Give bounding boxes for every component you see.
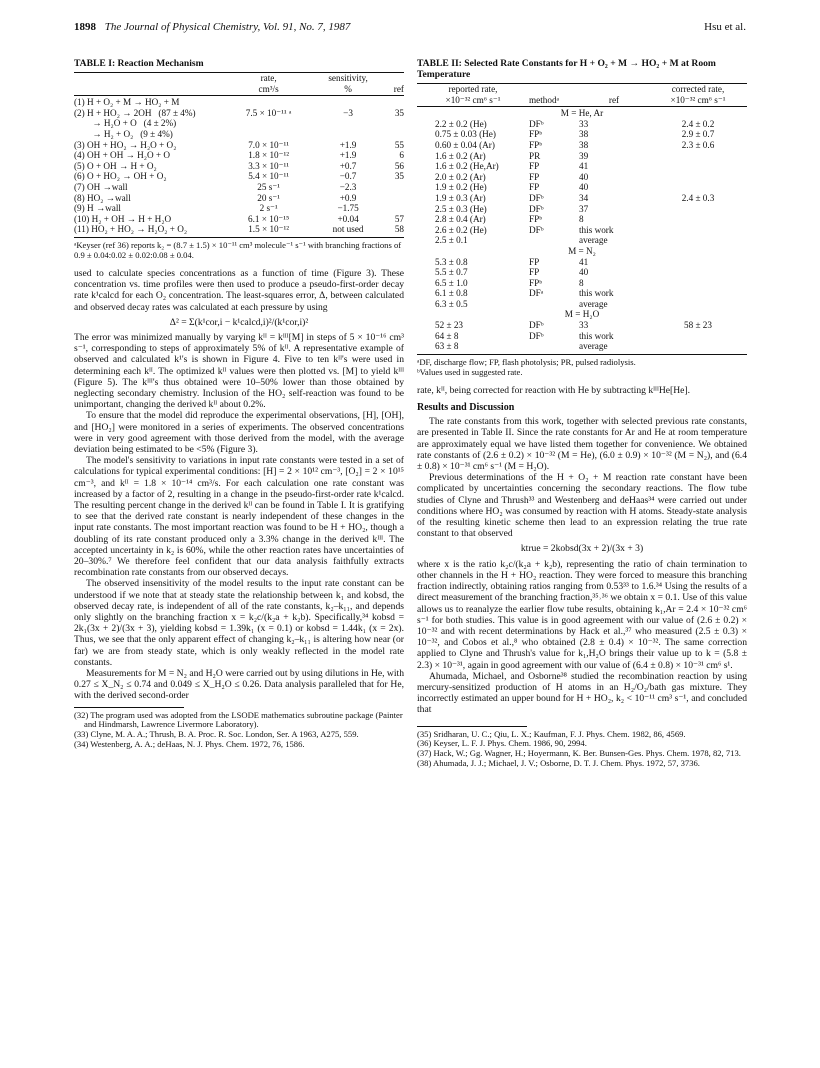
table1-cell-rxn: (4) OH + OH → H₂O + O xyxy=(74,150,170,161)
table2-cell xyxy=(649,225,747,236)
right-para-2: Previous determinations of the H + O₂ + M reaction rate constant have been complicated by uncertainties concerning the secondary reactions. The flow tube studies of Clyne and Thrush³³ and Westenberg and deHaas³⁴ were carried out under conditions where HO₂ was consumed by reaction with H atoms. Steady-state analysis of the resulting kinetic scheme then lead to an expression relating the true rate constant to that observed xyxy=(417,472,747,540)
table2-cell xyxy=(649,235,747,246)
table2-cell: DFᵇ xyxy=(529,320,544,331)
table2-cell xyxy=(649,331,747,342)
table2-cell: DFᵇ xyxy=(529,224,544,235)
table2-cell xyxy=(529,341,579,352)
table1-cell-sens: −3 xyxy=(343,107,353,118)
table2-condition: M = N₂ xyxy=(568,245,596,256)
table1-row xyxy=(74,193,404,204)
table2-cell xyxy=(649,341,747,352)
table1-cell-rxn: (1) H + O₂ + M → HO₂ + M xyxy=(74,97,180,108)
table2-cell: 33 xyxy=(579,320,589,331)
table1-row xyxy=(74,182,404,193)
table2-cell: 1.9 ± 0.3 (Ar) xyxy=(435,192,486,203)
table1-cell-rxn: (7) OH →wall xyxy=(74,181,128,192)
table2-footnote-b: ᵇValues used in suggested rate. xyxy=(417,366,523,377)
table2-cell: 2.8 ± 0.4 (Ar) xyxy=(435,214,486,225)
table1-row xyxy=(74,118,404,129)
table1-cell-ref: 57 xyxy=(394,213,404,224)
table2-col1: reported rate, xyxy=(448,84,498,94)
table2-cell: 33 xyxy=(579,118,589,129)
table1-cell-rate: 7.5 × 10⁻¹¹ ᵃ xyxy=(245,107,292,118)
table1-cell-ref xyxy=(385,129,404,140)
table2-cell: 8 xyxy=(579,214,584,225)
table1-cell-sens: +0.9 xyxy=(339,192,357,203)
table2-cell: FPᵇ xyxy=(529,139,543,150)
table2-cell: DFᵇ xyxy=(529,203,544,214)
table2-cell: 1.6 ± 0.2 (Ar) xyxy=(435,150,486,161)
table1-row xyxy=(74,203,404,214)
right-para-4: Ahumada, Michael, and Osborne³⁸ studied the recombination reaction by using mercury-sensitized production of H atoms in an H₂/O₂/bath gas mixture. They incorrectly estimated an upper bound for H + HO₂, k₂ < 10⁻¹¹ cm³ s⁻¹, and concluded that xyxy=(417,670,747,716)
table2-row xyxy=(417,299,747,310)
table2-cell: 41 xyxy=(579,161,589,172)
table2-cell: average xyxy=(579,341,608,352)
table2-cell: 0.60 ± 0.04 (Ar) xyxy=(435,139,495,150)
table1-row xyxy=(74,171,404,182)
left-equation: Δ² = Σ(k¹cor,i − k¹calcd,i)²/(k¹cor,i)² xyxy=(169,316,309,328)
table1-cell-sens: −0.7 xyxy=(339,171,357,182)
table2-cell: DFᵇ xyxy=(529,118,544,129)
left-column xyxy=(74,58,404,750)
table2-cell: DFᵃ xyxy=(529,288,544,299)
table2-row xyxy=(417,331,747,342)
table1-cell-rxn: (2) H + HO₂ → 2OH (87 ± 4%) xyxy=(74,107,196,118)
table2-cell: 2.4 ± 0.3 xyxy=(681,192,715,203)
table2-cell: 2.4 ± 0.2 xyxy=(681,118,715,129)
table1-col-rate-unit: cm³/s xyxy=(258,83,279,94)
left-para-4: The model's sensitivity to variations in input rate constants were tested in a set of calculations for typical experimental conditions: [H] = 2 × 10¹² cm⁻³, [O₂] = 2 × 10¹⁵ cm⁻³, and kᴵᴵ = 1.8 × 10⁻¹⁴ cm³/s. For each calculation one rate constant was increased by a factor of 2, resulting in a change in the pseudo-first-order rate k¹calcd. The resulting percent change in the derived kᴵᴵ can be found in Table I. It is gratifying to see that the derived rate constant is nearly independent of these changes in the input rate constants. The most important reaction was found to be H + HO₂, though a doubling of its rate constant produced only a 3.3% change in the derived kᴵᴵᴵ. The accepted uncertainty in k₂ is 60%, while the other reaction rates have uncertainties of 20–30%.⁷ We therefore feel confident that our data analysis faithfully extracts recombination rate constants from our observed decays. xyxy=(74,455,404,579)
table2-cell: 2.5 ± 0.3 (He) xyxy=(435,203,487,214)
table2-row xyxy=(417,267,747,278)
table2-cell: 40 xyxy=(579,182,589,193)
table1-cell-rate xyxy=(226,97,311,108)
right-column xyxy=(417,58,747,769)
table2-cell: FP xyxy=(529,171,540,182)
table1-cell-rxn: → H₂ + O₂ (9 ± 4%) xyxy=(74,128,173,139)
table1-caption: TABLE I: Reaction Mechanism xyxy=(74,58,204,69)
table2-cell xyxy=(649,257,747,268)
table2-row xyxy=(417,288,747,299)
running-authors: Hsu et al. xyxy=(704,21,746,33)
table2-cell: 52 ± 23 xyxy=(435,320,464,331)
table2-row xyxy=(417,140,747,151)
table2-cell: PR xyxy=(529,150,541,161)
table2-cell: FP xyxy=(529,267,540,278)
left-para-6: Measurements for M = N₂ and H₂O were carried out by using dilutions in He, with 0.27 ≤ X_N₂ ≤ 0.74 and 0.049 ≤ X_H₂O ≤ 0.26. Data analysis paralleled that for He, with the derived second-order xyxy=(74,668,404,702)
table2-cell: 5.5 ± 0.7 xyxy=(435,267,468,278)
table2-cell: 1.9 ± 0.2 (He) xyxy=(435,182,487,193)
table1-cell-ref: 56 xyxy=(394,160,404,171)
table1-cell-rxn: (9) H →wall xyxy=(74,203,121,214)
table2-row xyxy=(417,341,747,352)
table1-cell-sens: +1.9 xyxy=(339,139,357,150)
table2-row xyxy=(417,119,747,130)
reference: (35) Sridharan, U. C.; Qiu, L. X.; Kaufman, F. J. Phys. Chem. 1982, 86, 4569. xyxy=(417,728,686,739)
left-references xyxy=(74,711,404,750)
table1-cell-rxn: (5) O + OH → H + O₂ xyxy=(74,160,157,171)
table2-row xyxy=(417,161,747,172)
table1-cell-ref: 6 xyxy=(399,150,404,161)
table2-cell xyxy=(649,214,747,225)
table2-cell: this work xyxy=(579,224,614,235)
table2-cell xyxy=(649,172,747,183)
table1-cell-rate xyxy=(226,118,311,129)
table1-footnote: ᵃKeyser (ref 36) reports k₂ = (8.7 ± 1.5) × 10⁻¹¹ cm³ molecule⁻¹ s⁻¹ with branching fractions of 0.9 ± 0.04:0.02 ± 0.02:0.08 ± 0.04. xyxy=(74,239,402,260)
table1-cell-sens: not used xyxy=(332,224,364,235)
table2-row xyxy=(417,225,747,236)
table1-cell-ref xyxy=(385,118,404,129)
table1-cell-rxn: (10) H₂ + OH → H + H₂O xyxy=(74,213,172,224)
table2-col4-unit: ×10⁻³² cm⁶ s⁻¹ xyxy=(670,94,726,105)
table2-cell xyxy=(529,299,579,310)
table2-cell: 40 xyxy=(579,171,589,182)
table2-col3: ref xyxy=(608,94,620,105)
table2-cell xyxy=(649,278,747,289)
table1-row xyxy=(74,161,404,172)
table1-row xyxy=(74,150,404,161)
table2-cell xyxy=(649,288,747,299)
table2-row xyxy=(417,151,747,162)
table1-row xyxy=(74,140,404,151)
table2-cell: 2.2 ± 0.2 (He) xyxy=(435,118,487,129)
table2-footnote-a: ᵃDF, discharge flow; FP, flash photolysis; PR, pulsed radiolysis. xyxy=(417,356,636,367)
table1-cell-rate: 1.8 × 10⁻¹² xyxy=(248,150,289,161)
table2-cell xyxy=(649,161,747,172)
table1-cell-ref xyxy=(385,97,404,108)
table1-cell-rxn: → H₂O + O (4 ± 2%) xyxy=(74,118,177,129)
section-heading: Results and Discussion xyxy=(417,402,515,414)
table2-condition: M = He, Ar xyxy=(560,108,604,119)
table2-cell: 39 xyxy=(579,150,589,161)
table1-cell-rate: 7.0 × 10⁻¹¹ xyxy=(248,139,289,150)
table2-row xyxy=(417,129,747,140)
reference: (36) Keyser, L. F. J. Phys. Chem. 1986, 90, 2994. xyxy=(417,738,587,749)
table1-row xyxy=(74,214,404,225)
table2-cell: FPᵇ xyxy=(529,277,543,288)
table2-cell: 8 xyxy=(579,277,584,288)
table2-caption: TABLE II: Selected Rate Constants for H + O₂ + M → HO₂ + M at Room Temperature xyxy=(417,58,716,80)
table1-row xyxy=(74,129,404,140)
table1-cell-rate: 2 s⁻¹ xyxy=(259,203,278,214)
table1-cell-rate: 25 s⁻¹ xyxy=(257,181,280,192)
reference: (34) Westenberg, A. A.; deHaas, N. J. Phys. Chem. 1972, 76, 1586. xyxy=(74,739,305,750)
reference: (32) The program used was adopted from the LSODE mathematics subroutine package (Painter and Hindmarsh, Lawrence Livermore Laboratory). xyxy=(74,709,403,730)
table2-cell: DFᵇ xyxy=(529,330,544,341)
left-para-2: The error was minimized manually by varying kᴵᴵ = kᴵᴵᴵ[M] in steps of 5 × 10⁻¹⁶ cm³ s⁻¹, corresponding to steps of approximately 5% of kᴵᴵ. A representative example of observed and calculated k¹'s is shown in Figure 4. Five to ten kᴵᴵ's were used in determining each kᴵᴵ. The optimized kᴵᴵ values were then plotted vs. [M] to yield kᴵᴵᴵ (Figure 5). The kᴵᴵᴵ's thus obtained were 10–50% lower than those obtained by neglecting secondary chemistry. Inclusion of the HO₂ self-reaction was found to be unimportant, changing the derived kᴵᴵ about 0.2%. xyxy=(74,331,404,411)
right-equation: ktrue = 2kobsd(3x + 2)/(3x + 3) xyxy=(520,543,644,555)
table1-cell-sens: +0.7 xyxy=(339,160,357,171)
table1-cell-ref xyxy=(385,193,404,204)
page-number: 1898 xyxy=(74,21,96,33)
table1-cell-sens xyxy=(311,97,385,108)
table1-cell-sens xyxy=(311,129,385,140)
table2-row xyxy=(417,172,747,183)
table2-cell: 2.3 ± 0.6 xyxy=(681,139,715,150)
table2-cell xyxy=(529,235,579,246)
table2-col4: corrected rate, xyxy=(671,84,725,94)
table2-cell: 2.6 ± 0.2 (He) xyxy=(435,224,487,235)
left-para-1: used to calculate species concentrations as a function of time (Figure 3). These concentration vs. time profiles were then used to produce a pseudo-first-order decay rate k¹calcd for each O₂ concentration. The least-squares error, Δ, between calculated and observed decay rates was calculated at each pressure by using xyxy=(74,267,404,313)
table2-cell: this work xyxy=(579,330,614,341)
table1-cell-rate: 3.3 × 10⁻¹¹ xyxy=(248,160,289,171)
table2-cell xyxy=(649,151,747,162)
table1-cell-rate: 5.4 × 10⁻¹¹ xyxy=(248,171,289,182)
table2-cell: 6.1 ± 0.8 xyxy=(435,288,468,299)
table2-row xyxy=(417,182,747,193)
table2-row xyxy=(417,204,747,215)
table1-col-ref: ref xyxy=(393,83,404,94)
page-header xyxy=(74,22,746,36)
journal-name: The Journal of Physical Chemistry, Vol. 91, No. 7, 1987 xyxy=(104,21,351,33)
table1-cell-rxn: (8) HO₂ →wall xyxy=(74,192,131,203)
table2-cell xyxy=(649,182,747,193)
reference: (33) Clyne, M. A. A.; Thrush, B. A. Proc. R. Soc. London, Ser. A 1963, A275, 559. xyxy=(74,729,359,740)
table1-row xyxy=(74,224,404,235)
table2-cell: FP xyxy=(529,182,540,193)
table1-cell-rate: 20 s⁻¹ xyxy=(257,192,280,203)
table2-row xyxy=(417,235,747,246)
right-para-0: rate, kᴵᴵ, being corrected for reaction with He by subtracting kᴵᴵᴵHe[He]. xyxy=(417,384,691,396)
table2-cell xyxy=(649,204,747,215)
table2-cell: this work xyxy=(579,288,614,299)
table2-cell: 64 ± 8 xyxy=(435,330,459,341)
table1-cell-rate: 1.5 × 10⁻¹² xyxy=(248,224,289,235)
left-para-3: To ensure that the model did reproduce the experimental observations, [H], [OH], and [HO₂] were monitored in a series of experiments. The observed concentrations were in very good agreement with those derived from the model, with the average deviation being estimated to be <5% (Figure 3). xyxy=(74,410,404,455)
table2-cell: 0.75 ± 0.03 (He) xyxy=(435,129,496,140)
right-references xyxy=(417,730,747,769)
table2-cell: FP xyxy=(529,161,540,172)
table1-cell-rxn: (11) HO₂ + HO₂ → H₂O₂ + O₂ xyxy=(74,224,188,235)
table1-row xyxy=(74,97,404,108)
table1-cell-ref xyxy=(385,203,404,214)
table1-cell-sens: −2.3 xyxy=(339,181,357,192)
table2-cell: FPᵇ xyxy=(529,214,543,225)
table2-cell xyxy=(649,299,747,310)
table1-cell-ref xyxy=(385,182,404,193)
table1-row xyxy=(74,108,404,119)
table1-cell-sens: −1.75 xyxy=(337,203,359,214)
table2-cell: 40 xyxy=(579,267,589,278)
right-para-3: where x is the ratio k₂c/(k₂a + k₂b), representing the ratio of chain termination to other channels in the H + HO₂ reaction. They were forced to measure this branching fraction indirectly, obtaining ratios ranging from 0.53³³ to 1.6.³⁴ Using the results of a direct measurement of the branching fraction,³⁵˒³⁶ we obtain x = 0.1. Use of this value allows us to reanalyze the earlier flow tube results, obtaining k₁,Ar = 2.4 × 10⁻³² cm⁶ s⁻¹ for both studies. This value is in good agreement with our value of (2.6 ± 0.2) × 10⁻³² and with recent determinations by Hack et al.,³⁷ who measured (2.5 ± 0.3) × 10⁻³², and Cobos et al.,⁸ who obtained (2.8 ± 0.4) × 10⁻³². The same correction applied to Clyne and Thrush's value for k₁,H₂O brings their value up to k = (5.8 ± 2.3) × 10⁻³¹, again in good agreement with our value of (6.4 ± 0.8) × 10⁻³¹ cm⁶ s¹. xyxy=(417,558,747,671)
table1-cell-rate: 6.1 × 10⁻¹⁵ xyxy=(247,213,290,224)
table2-col1-unit: ×10⁻³² cm⁶ s⁻¹ xyxy=(445,94,501,105)
table2-cell: average xyxy=(579,235,608,246)
table2 xyxy=(417,84,747,352)
table2-cell: 6.5 ± 1.0 xyxy=(435,277,468,288)
table2-cell: 63 ± 8 xyxy=(435,341,459,352)
table2-cell: average xyxy=(579,298,608,309)
table2-cell: FP xyxy=(529,256,540,267)
table2-cell: 5.3 ± 0.8 xyxy=(435,256,468,267)
table2-row xyxy=(417,257,747,268)
table2-cell: 2.0 ± 0.2 (Ar) xyxy=(435,171,486,182)
table2-cell: 2.9 ± 0.7 xyxy=(681,129,715,140)
table2-cell: 41 xyxy=(579,256,589,267)
table2-row xyxy=(417,193,747,204)
table2-row xyxy=(417,214,747,225)
table2-cell: 34 xyxy=(579,192,589,203)
table1-cell-ref: 55 xyxy=(394,139,404,150)
left-para-5: The observed insensitivity of the model results to the input rate constant can be understood if we note that at steady state the relationship between k₁ and kobsd, the observed decay rate, is independent of all of the rate constants, k₂–k₁₁, and depends only slightly on the branching fraction x = k₂c/(k₂a + k₂b). Specifically,³⁴ kobsd = 2k₁(3x + 2)/(3x + 3), yielding kobsd = 1.39k₁ (x = 0.1) or kobsd = 1.44k₁ (x = 2x). Thus, we see that the only apparent effect of changing k₂–k₁₁ is altering how near (or far) we are from steady state, which is only weakly reflected in the model rate constants. xyxy=(74,578,404,668)
reference: (38) Ahumada, J. J.; Michael, J. V.; Osborne, D. T. J. Chem. Phys. 1972, 57, 3736. xyxy=(417,757,700,768)
table2-cell xyxy=(649,267,747,278)
table1-col-rate: rate, xyxy=(260,73,277,83)
reference: (37) Hack, W.; Gg. Wagner, H.; Hoyermann, K. Ber. Bunsen-Ges. Phys. Chem. 1978, 82, 713. xyxy=(417,748,741,759)
table1-cell-rxn: (6) O + HO₂ → OH + O₂ xyxy=(74,171,167,182)
table1-cell-ref: 58 xyxy=(394,224,404,235)
table1-cell-ref: 35 xyxy=(394,107,404,118)
table2-cell: 38 xyxy=(579,129,589,140)
table1 xyxy=(74,73,404,235)
right-para-1: The rate constants from this work, together with selected previous rate constants, are presented in Table II. Since the rate constants for Ar and He at room temperature are approximately equal we have listed them together for convenience. We obtained rate constants of (2.6 ± 0.2) × 10⁻³² (M = He), (6.0 ± 0.9) × 10⁻³² (M = N₂), and (6.4 ± 0.8) × 10⁻³¹ cm⁶ s⁻¹ (M = H₂O). xyxy=(417,416,747,473)
table2-cell: 6.3 ± 0.5 xyxy=(435,298,468,309)
table2-cell: 58 ± 23 xyxy=(683,320,712,331)
table2-col2: methodᵃ xyxy=(529,94,560,105)
table2-cell: DFᵇ xyxy=(529,192,544,203)
table2-row xyxy=(417,278,747,289)
table2-cell: FPᵇ xyxy=(529,129,543,140)
table2-row xyxy=(417,320,747,331)
table1-cell-rxn: (3) OH + HO₂ → H₂O + O₂ xyxy=(74,139,177,150)
table2-condition: M = H₂O xyxy=(564,309,600,320)
table1-col-sens: sensitivity, xyxy=(328,73,368,83)
table1-col-sens-unit: % xyxy=(344,83,352,94)
table2-cell: 1.6 ± 0.2 (He,Ar) xyxy=(435,161,499,172)
table1-cell-sens: +1.9 xyxy=(339,150,357,161)
table1-cell-sens xyxy=(311,118,385,129)
table2-cell: 37 xyxy=(579,203,589,214)
table1-cell-ref: 35 xyxy=(394,171,404,182)
table2-cell: 2.5 ± 0.1 xyxy=(435,235,468,246)
table2-cell: 38 xyxy=(579,139,589,150)
table1-cell-sens: +0.04 xyxy=(337,213,359,224)
table1-cell-rate xyxy=(226,129,311,140)
